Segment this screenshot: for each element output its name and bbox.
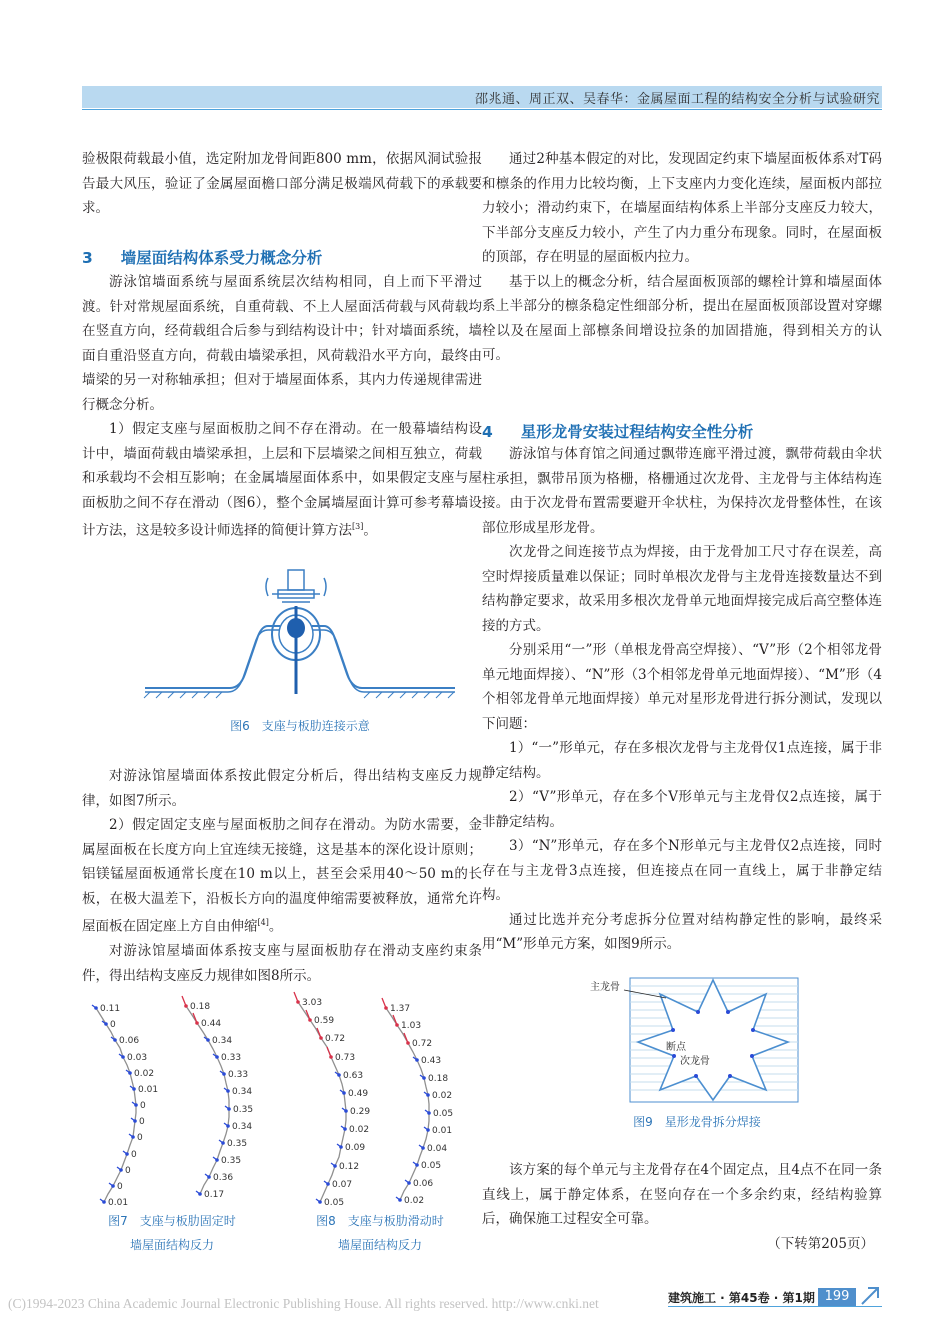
fig8-right-support-point [415, 1058, 419, 1062]
fig8-left-value-label: 0.29 [350, 1107, 371, 1117]
paragraph-end: 。 [268, 918, 283, 935]
fig7-left-value-label: 0.11 [100, 1004, 121, 1014]
fig8-left-value-label: 0.73 [335, 1053, 356, 1063]
paragraph: 验极限荷载最小值，选定附加龙骨间距800 mm，依据风洞试验报告最大风压，验证了金属屋面檐口部分满足极端风荷载下的承载要求。 [82, 151, 482, 216]
paragraph: 游泳馆与体育馆之间通过飘带连廊平滑过渡，飘带荷载由伞状柱承担，飘带吊顶为格栅，格栅通过次龙骨、主龙骨与主体结构连接。由于次龙骨布置需要避开伞状柱，为保持次龙骨整体性，在该部位形成星形龙骨。 [482, 446, 882, 536]
paragraph: 对游泳馆屋墙面体系按此假定分析后，得出结构支座反力规律，如图7所示。 [82, 768, 482, 809]
paragraph-end: 。 [363, 522, 377, 539]
section-3-heading [82, 246, 482, 268]
fig7-left-support-point [102, 1200, 106, 1204]
figure-9 [588, 972, 806, 1104]
fig7-right-support-point [184, 1004, 188, 1008]
fig8-right-value-label: 0.43 [421, 1056, 442, 1066]
paragraph: 次龙骨之间连接节点为焊接，由于龙骨加工尺寸存在误差，高空时焊接质量难以保证；同时单根次龙骨与主龙骨连接数量达不到结构静定要求，故采用多根次龙骨单元地面焊接完成后高空整体连接的方式。 [482, 544, 882, 634]
fig8-right-support-point [398, 1198, 402, 1202]
section-number: 3 [82, 249, 93, 267]
fig8-left-support-point [333, 1164, 337, 1168]
fig8-left-value-label: 0.72 [325, 1034, 346, 1044]
fig8-right-value-label: 0.72 [412, 1039, 433, 1049]
fig8-left-support-point [296, 1000, 300, 1004]
fig7-left-support-point [121, 1055, 125, 1059]
fig8-right-value-label: 0.18 [428, 1074, 449, 1084]
fig8-left-value-label: 0.07 [332, 1180, 353, 1190]
paragraph: 游泳馆墙面系统与屋面系统层次结构相同，自上而下平滑过渡。针对常规屋面系统，自重荷载、不上人屋面活荷载与风荷载均在竖直方向，经荷载组合后参与到结构设计中；针对墙面系统，墙面自重沿竖直方向，荷载由墙梁承担，风荷载沿水平方向，最终由墙梁的另一对称轴承担；但对于墙屋面体系，其内力传递规律需进行概念分析。 [82, 274, 482, 413]
footer-rule [668, 1306, 882, 1307]
fig8-right-support-point [415, 1163, 419, 1167]
figure-8 [290, 988, 490, 1210]
journal-info: 建筑施工 · 第45卷 · 第1期 [668, 1291, 815, 1305]
fig7-right-support-point [206, 1038, 210, 1042]
paragraph [82, 417, 482, 543]
fig7-right-support-point [195, 1021, 199, 1025]
fig8-left-support-point [326, 1182, 330, 1186]
figure-6 [140, 566, 460, 711]
fig8-right-value-label: 0.02 [404, 1196, 425, 1206]
fig7-left-support-point [133, 1119, 137, 1123]
fig7-right-value-label: 0.33 [228, 1070, 249, 1080]
paragraph: 通过比选并充分考虑拆分位置对结构静定性的影响，最终采用“M”形单元方案，如图9所示。 [482, 911, 882, 952]
section-4-heading [482, 420, 882, 442]
fig7-right-value-label: 0.44 [201, 1019, 222, 1029]
fig7-left-value-label: 0 [110, 1020, 116, 1030]
section-number: 4 [482, 423, 493, 441]
fig8-right-value-label: 0.01 [432, 1126, 453, 1136]
fig7-right-value-label: 0.34 [232, 1087, 253, 1097]
fig8-left-value-label: 0.12 [339, 1162, 360, 1172]
list-item: 3）“N”形单元，存在多个N形单元与主龙骨仅2点连接，同时存在与主龙骨3点连接，但连接点在同一直线上，属于非静定结构。 [482, 838, 882, 903]
fig7-left-value-label: 0.01 [108, 1198, 129, 1208]
fig7-right-value-label: 0.34 [212, 1036, 233, 1046]
fig8-right-support-point [426, 1128, 430, 1132]
fig8-right-support-point [421, 1146, 425, 1150]
fig7-left-support-point [132, 1087, 136, 1091]
fig8-left-support-point [318, 1200, 322, 1204]
corner-arrow-icon [858, 1284, 882, 1308]
fig8-right-value-label: 0.05 [421, 1161, 442, 1171]
fig7-left-value-label: 0 [137, 1133, 143, 1143]
page-number: 199 [818, 1288, 856, 1306]
fig7-right-support-point [207, 1175, 211, 1179]
fig8-right-value-label: 0.04 [427, 1144, 448, 1154]
fig8-left-value-label: 0.05 [324, 1198, 345, 1208]
fig8-right-support-point [395, 1023, 399, 1027]
fig7-right-value-label: 0.35 [227, 1139, 248, 1149]
fig7-right-value-label: 0.17 [204, 1190, 225, 1200]
continuation-note: （下转第205页） [767, 1235, 874, 1252]
section-title: 星形龙骨安装过程结构安全性分析 [520, 423, 754, 441]
fig8-left-value-label: 0.63 [343, 1071, 364, 1081]
figure-9-caption: 图9 星形龙骨拆分焊接 [633, 1115, 761, 1129]
fig8-left-support-point [319, 1036, 323, 1040]
fig9-label-main-keel: 主龙骨 [590, 982, 620, 993]
fig8-left-value-label: 0.49 [348, 1089, 369, 1099]
right-column [482, 147, 882, 368]
fig7-right-support-point [198, 1192, 202, 1196]
fig8-right-support-point [422, 1076, 426, 1080]
right-column-body [482, 442, 882, 957]
figure-7 [82, 992, 282, 1210]
paragraph [82, 813, 482, 939]
paragraph-text: 1）假定支座与屋面板肋之间不存在滑动。在一般幕墙结构设计中，墙面荷载由墙梁承担，上层和下层墙梁之间相互独立，荷载和承载均不会相互影响；在金属墙屋面体系中，如果假定支座与屋面板肋之间不存在滑动（图6），整个金属墙屋面计算可参考幕墙设计方法，这是较多设计师选择的简便计算方法 [82, 421, 482, 539]
figure-7-caption [82, 1212, 262, 1253]
fig8-right-support-point [427, 1111, 431, 1115]
fig7-left-support-point [113, 1038, 117, 1042]
reference: [4] [257, 918, 269, 927]
fig9-label-break-point: 断点 [666, 1042, 686, 1053]
list-item: 1）“一”形单元，存在多根次龙骨与主龙骨仅1点连接，属于非静定结构。 [482, 740, 882, 781]
fig8-left-value-label: 0.09 [345, 1143, 366, 1153]
fig8-left-support-point [337, 1073, 341, 1077]
fig7-left-support-point [128, 1071, 132, 1075]
fig7-left-value-label: 0 [117, 1182, 123, 1192]
fig7-left-value-label: 0.06 [119, 1036, 140, 1046]
fig7-left-support-point [119, 1168, 123, 1172]
running-header: 邵兆通、周正双、吴春华：金属屋面工程的结构安全分析与试验研究 [474, 92, 880, 107]
fig7-right-support-point [226, 1124, 230, 1128]
fig7-right-value-label: 0.35 [233, 1105, 254, 1115]
fig7-left-value-label: 0.02 [134, 1069, 155, 1079]
list-item: 2）“V”形单元，存在多个V形单元与主龙骨仅2点连接，属于非静定结构。 [482, 789, 882, 830]
fig8-right-value-label: 0.06 [413, 1179, 434, 1189]
fig8-right-support-point [384, 1006, 388, 1010]
paragraph: 该方案的每个单元与主龙骨存在4个固定点，且4点不在同一条直线上，属于静定体系，在竖向存在一个多余约束，经结构验算后，确保施工过程安全可靠。 [482, 1162, 882, 1227]
fig8-left-curve [298, 1002, 346, 1202]
fig7-left-support-point [125, 1152, 129, 1156]
fig7-left-value-label: 0 [139, 1117, 145, 1127]
figure-8-caption-line-2: 墙屋面结构反力 [337, 1238, 422, 1252]
fig7-right-support-point [215, 1055, 219, 1059]
fig8-right-curve [386, 1008, 429, 1200]
fig8-right-support-point [407, 1181, 411, 1185]
figure-6-caption: 图6 支座与板肋连接示意 [230, 719, 370, 733]
fig8-left-support-point [329, 1055, 333, 1059]
fig8-right-support-point [426, 1093, 430, 1097]
fig7-left-value-label: 0.03 [127, 1053, 148, 1063]
fig7-left-value-label: 0.01 [138, 1085, 159, 1095]
fig8-left-support-point [344, 1109, 348, 1113]
paragraph: 对游泳馆屋墙面体系按支座与屋面板肋存在滑动支座约束条件，得出结构支座反力规律如图8所示。 [82, 943, 482, 984]
fig7-right-value-label: 0.33 [221, 1053, 242, 1063]
left-column [82, 147, 482, 221]
fig8-left-support-point [308, 1018, 312, 1022]
copyright-watermark: (C)1994-2023 China Academic Journal Electronic Publishing House. All rights reserved. http://www.cnki.net [8, 1296, 599, 1311]
left-column-body [82, 270, 482, 543]
fig7-right-value-label: 0.18 [190, 1002, 211, 1012]
figure-8-caption [290, 1212, 470, 1253]
fig7-left-value-label: 0 [131, 1150, 137, 1160]
header-rule [82, 109, 882, 110]
fig8-right-value-label: 0.02 [432, 1091, 453, 1101]
fig8-left-support-point [339, 1145, 343, 1149]
paragraph: 基于以上的概念分析，结合屋面板顶部的螺栓计算和墙屋面体系上半部分的檩条稳定性细部分析，提出在屋面板顶部设置对穿螺栓以及在屋面上部檩条间增设拉条的加固措施，得到相关方的认可。 [482, 273, 882, 363]
fig8-left-support-point [343, 1127, 347, 1131]
fig8-right-value-label: 1.03 [401, 1021, 422, 1031]
fig7-right-value-label: 0.35 [221, 1156, 242, 1166]
fig7-right-value-label: 0.36 [213, 1173, 234, 1183]
figure-8-caption-line-1: 图8 支座与板肋滑动时 [316, 1214, 444, 1228]
fig7-right-support-point [215, 1158, 219, 1162]
fig7-left-support-point [111, 1184, 115, 1188]
fig7-right-value-label: 0.34 [232, 1122, 253, 1132]
fig7-left-value-label: 0 [140, 1101, 146, 1111]
fig8-right-value-label: 1.37 [390, 1004, 411, 1014]
fig7-right-support-point [226, 1089, 230, 1093]
paragraph: 分别采用“一”形（单根龙骨高空焊接）、“V”形（2个相邻龙骨单元地面焊接）、“N”形（3个相邻龙骨单元地面焊接）、“M”形（4个相邻龙骨单元地面焊接）单元对星形龙骨进行拆分测试，发现以下问题： [482, 642, 882, 732]
fig8-left-value-label: 0.59 [314, 1016, 335, 1026]
fig7-left-support-point [104, 1022, 108, 1026]
paragraph-text: 2）假定固定支座与屋面板肋之间存在滑动。为防水需要，金属屋面板在长度方向上宜连续无接缝，这是基本的深化设计原则；铝镁锰屋面板通常长度在10 m以上，甚至会采用40～50 m的长板，在极大温差下，沿板长方向的温度伸缩需要被释放，通常允许屋面板在固定座上方自由伸缩 [82, 817, 482, 935]
section-title: 墙屋面结构体系受力概念分析 [120, 249, 323, 267]
reference: [3] [352, 522, 364, 531]
fig8-left-value-label: 0.02 [349, 1125, 370, 1135]
left-column-body-2 [82, 764, 482, 988]
paragraph: 通过2种基本假定的对比，发现固定约束下墙屋面板体系对T码和檩条的作用力比较均衡，上下支座内力变化连续，屋面板内部拉力较小；滑动约束下，在墙屋面结构体系上半部分支座反力较大，下半部分支座反力较小，产生了内力重分布现象。同时，在屋面板的顶部，存在明显的屋面板内拉力。 [482, 151, 882, 265]
fig7-left-support-point [134, 1103, 138, 1107]
figure-7-caption-line-2: 墙屋面结构反力 [129, 1238, 214, 1252]
figure-7-caption-line-1: 图7 支座与板肋固定时 [108, 1214, 236, 1228]
fig9-label-secondary-keel: 次龙骨 [680, 1056, 710, 1067]
fig7-left-support-point [131, 1135, 135, 1139]
fig8-left-support-point [342, 1091, 346, 1095]
fig7-right-support-point [222, 1072, 226, 1076]
fig8-left-value-label: 3.03 [302, 998, 323, 1008]
fig8-right-support-point [406, 1041, 410, 1045]
fig7-left-support-point [94, 1006, 98, 1010]
fig7-right-support-point [227, 1107, 231, 1111]
fig7-right-support-point [221, 1141, 225, 1145]
fig7-left-value-label: 0 [125, 1166, 131, 1176]
fig8-right-value-label: 0.05 [433, 1109, 454, 1119]
right-column-body-2 [482, 1158, 882, 1256]
